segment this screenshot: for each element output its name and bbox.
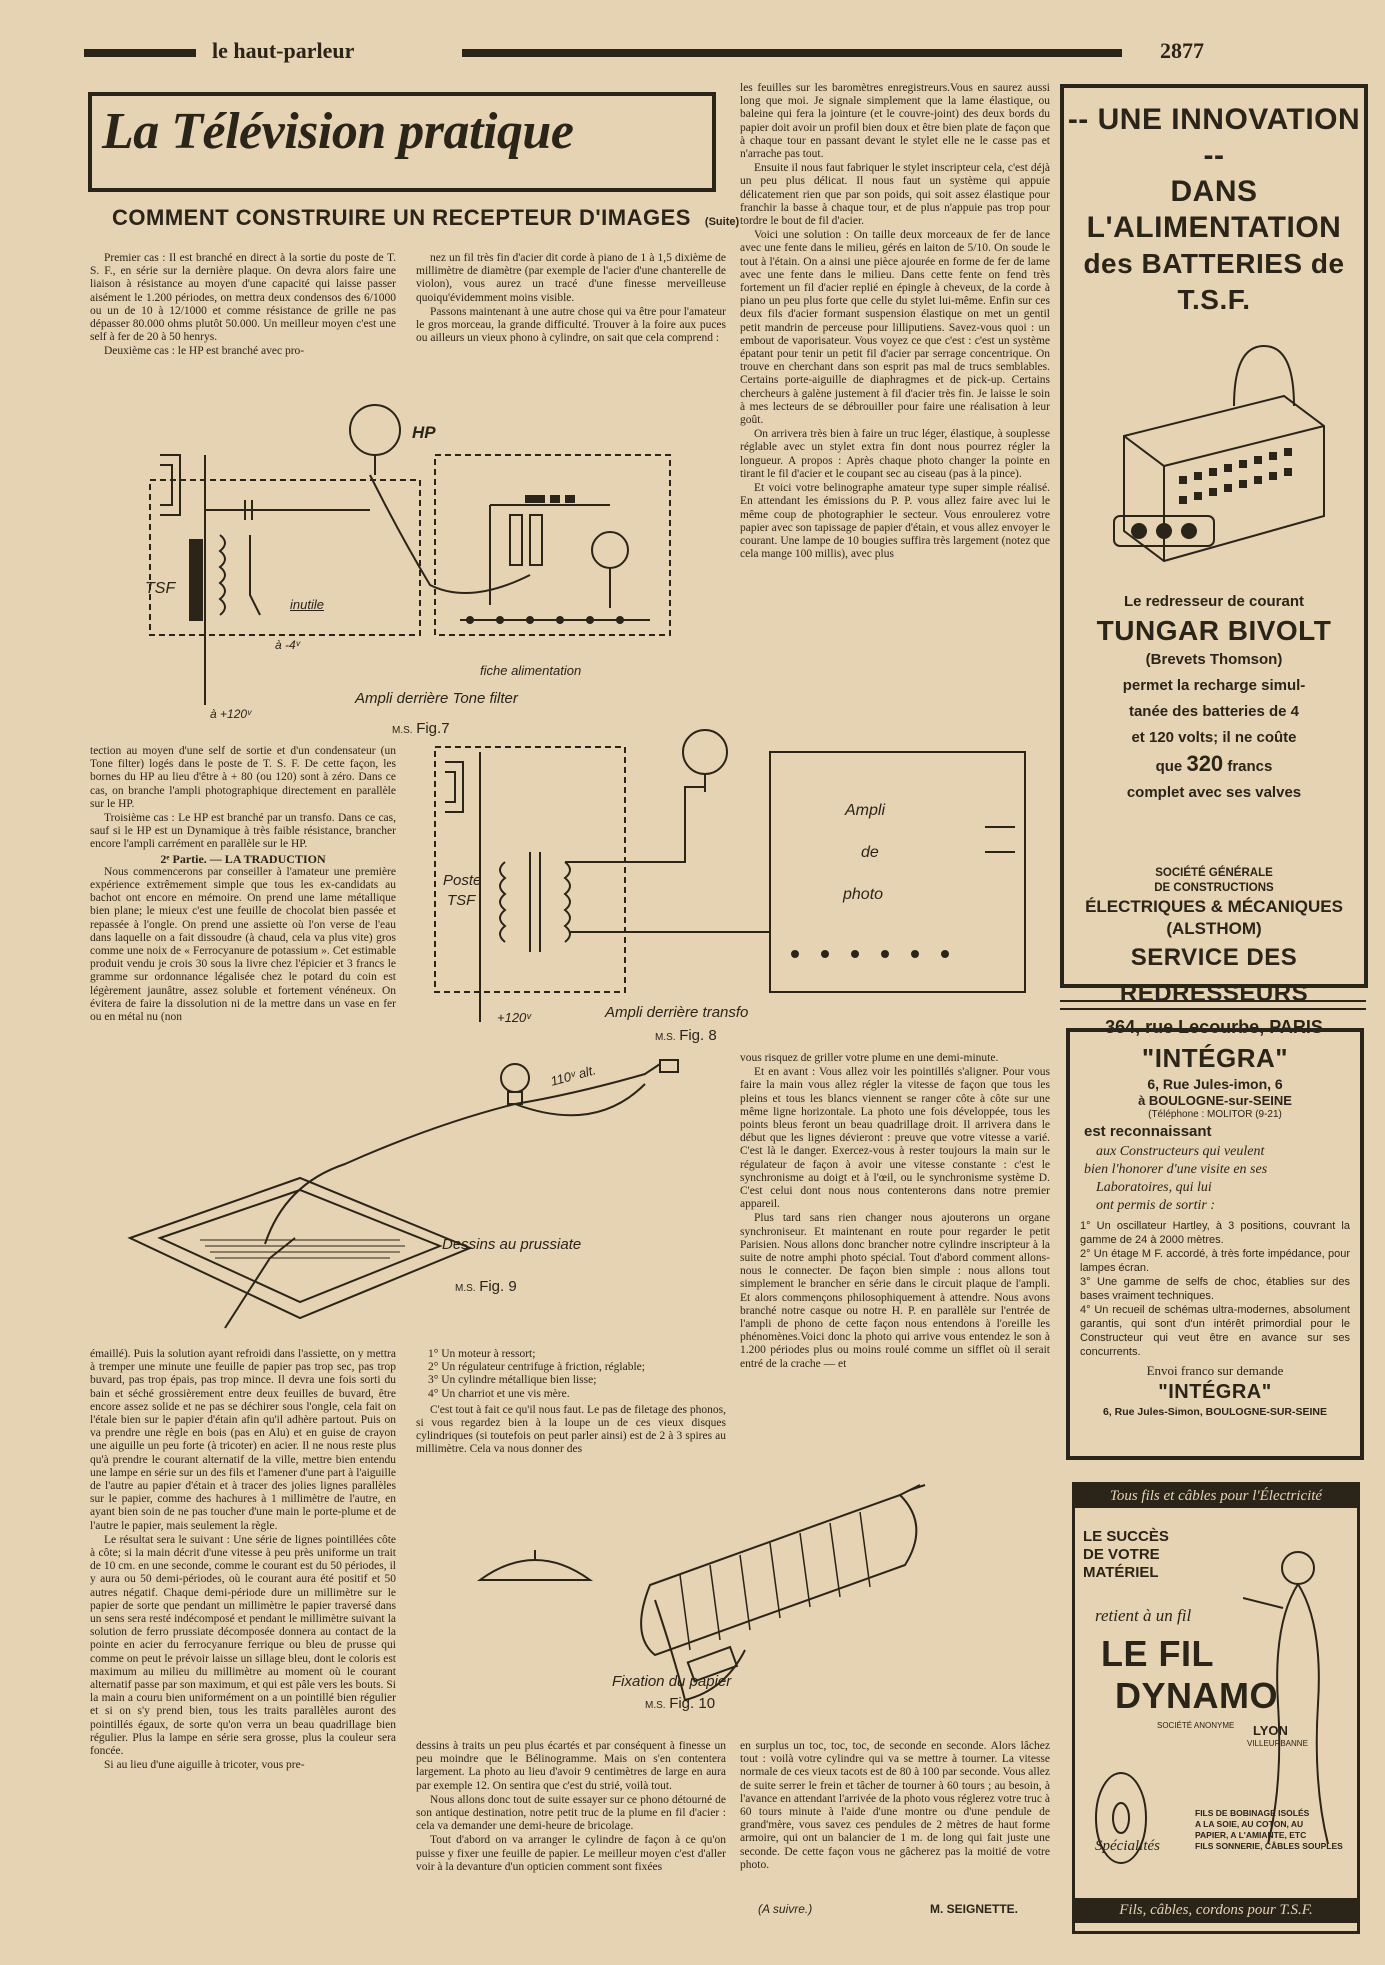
- fig7-inutile-label: inutile: [290, 597, 324, 612]
- a-suivre: (A suivre.): [758, 1902, 813, 1916]
- fig8-tsf-label: TSF: [447, 892, 476, 909]
- paragraph: Nous commencerons par conseiller à l'amateur une première expérience extrêmement simple que tous les ex-candidats au bachot ont encore en mémoire. On prend une lame métallique bien plane; le mieux c'est une feuille de chocolat bien passée et repassée à l'ongle. On prend une assiette où l'on verse de l'eau dans laquelle on a fait dissoudre (à chaud, cela va plus vite) gros comme une noix de « Ferrocyanure de potassium ». Cet estimable produit vendu je crois 30 sous la livre chez l'épicier et 3 francs le gramme sur ordonnance légalisée chez le potard du coin est légèrement jaunâtre, assez soluble et fortement vénéneux. On évitera de faire la dissolution ni de la mettre dans un vase en fer ou en métal nu (non: [90, 865, 396, 1024]
- paragraph: Deuxième cas : le HP est branché avec pro-: [104, 345, 305, 358]
- col2-mid-text: [416, 1348, 726, 1466]
- paragraph: Tout d'abord on va arranger le cylindre de façon à ce qu'on puisse y fixer une feuille de papier. Le meilleur moyen c'est d'aller voir à la devanture d'un opticien comment sont fixées: [416, 1834, 726, 1873]
- col1-mid-text: [90, 745, 396, 1085]
- ad-desc2: tanée des batteries de 4: [1128, 703, 1300, 720]
- page-number: 2877: [1160, 38, 1204, 63]
- paragraph: tection au moyen d'une self de sortie et d'un condensateur (un Tone filter) logés dans le poste de T. S. F. De cette façon, les bornes du HP au lieu d'être à + 80 (ou 120) sont à zéro. Dans ce cas, on branche l'ampli photographique directement en parallèle sur le HP.: [90, 745, 396, 810]
- integra-phone: (Téléphone : MOLITOR (9-21): [1148, 1109, 1282, 1120]
- figure-10-diagram: [470, 1475, 1000, 1715]
- fig9-caption: Dessins au prussiate: [442, 1236, 582, 1253]
- figure-8: [425, 722, 1045, 1052]
- fig10-fig: Fig. 10: [669, 1695, 716, 1712]
- paragraph: Premier cas : Il est branché en direct à la sortie du poste de T. S. F., en série sur la dernière plaque. On devra alors faire une liaison à résistance au moyen d'une capacité qui laisse passer aisément le 1.200 périodes, on mettra deux condensos des 6/1000 ou un de 10 à 12/1000 et comme résistance de grille ne pas dépasser 80.000 ohms plutôt 50.000. Un meilleur moyen c'est une self à fer de 20 à 50 henrys.: [90, 252, 396, 344]
- integra-item: 3° Une gamme de selfs de choc, établies sur des bases vraiment techniques.: [1080, 1276, 1350, 1302]
- fig10-ms: M.S.: [645, 1700, 666, 1711]
- dynamo-succes1: LE SUCCÈS: [1083, 1528, 1169, 1545]
- ad-price-pre: que: [1155, 758, 1183, 775]
- fig8-plus120-label: +120ᵛ: [497, 1010, 531, 1025]
- fig8-poste-label: Poste: [443, 872, 482, 889]
- ad-intro: Le redresseur de courant: [1123, 593, 1305, 610]
- col2-top-text: [416, 252, 726, 384]
- ad-line2: DANS L'ALIMENTATION: [1086, 175, 1342, 244]
- paragraph: Le résultat sera le suivant : Une série de lignes pointillées côte à côte; si la main décrit d'une vitesse à peu près uniforme un trait de 10 cm. en une seconde, comme le courant est du 50 périodes, il y aura ou 50 demi-périodes, où le courant aura été positif et 50 autres négatif. Chaque demi-période dure un millimètre sur le papier de sorte que pendant un millimètre le papier traversé dans un sens sera resté indécomposé et pendant le millimètre suivant la solution de ferro prussiate décomposée donnera au contact de la pointe en acier du ferrocyanure ferrique ou bleu de prusse qui comme on peut le prévoir laisse un sillage bleu, dont le coloris est maximum au milieu du millimètre au moment où le courant alternatif passe par son maximum, et qui est pâle vers les bouts. Si la main a couru bien uniformément on a un pointillé bien régulier et si on s'y prend bien, tous les traits parallèles auront des pointillés égaux, de sorte qu'on verra un beau quadrillage bien régulier. Plus la lampe en série sera grosse, plus la couleur sera foncée.: [90, 1533, 396, 1758]
- integra-italic3: Laboratoires, qui lui: [1096, 1180, 1212, 1195]
- integra-item: 2° Un étage M F. accordé, à très forte impédance, pour lampes écran.: [1080, 1248, 1350, 1274]
- fig10-caption: Fixation du papier: [612, 1673, 732, 1690]
- dynamo-brand1: LE FIL: [1101, 1633, 1214, 1674]
- ad-divider: [1060, 1000, 1366, 1010]
- fig8-fig: Fig. 8: [679, 1027, 717, 1044]
- figure-9: [120, 1058, 720, 1348]
- fig8-caption: Ampli derrière transfo: [605, 1004, 749, 1021]
- fig7-minus4-label: à -4ᵛ: [275, 638, 300, 652]
- fig9-ms: M.S.: [455, 1283, 476, 1294]
- article-title-box: [88, 92, 716, 192]
- ad-line3: des BATTERIES de T.S.F.: [1083, 248, 1345, 315]
- fig7-fig: Fig.7: [416, 720, 450, 737]
- ad-company1: SOCIÉTÉ GÉNÉRALE: [1155, 867, 1273, 879]
- dynamo-succes: [1083, 1528, 1169, 1582]
- header-rule-left: [84, 49, 196, 57]
- ad-company2: DE CONSTRUCTIONS: [1154, 882, 1274, 894]
- fig8-de-label: de: [861, 844, 879, 861]
- integra-addr2: à BOULOGNE-sur-SEINE: [1138, 1093, 1292, 1108]
- paragraph: Voici une solution : On taille deux morceaux de fer de lance avec une fente dans le milieu, gérés en laiton de 5/10. On soude le tout à l'étain. On a ainsi une pièce ajourée en forme de fer de lame avec une fente dans le milieu. Dans cette fente on fend très fortement un fil d'acier replié en épingle à cheveux, de la corde à piano un peu plus forte que celle du stylet lui-même. Enfin sur ces deux fils d'acier formant suspension élastique on met un gentil petit mandrin de perceuse pour lilliputiens. Savez-vous quoi : un embout de vaporisateur. Vous voyez ce que c'est : c'est un système épatant pour tenir un petit fil d'acier par serrage concentrique. On trouve en cherchant dans son esprit pas mal de trucs semblables. Certains porte-aiguille de diaphragmes et de pick-up. Certains chercheurs à galène justement à fil d'acier très fin. Je laisse le soin à mes lecteurs de se débrouiller pour faire une réalisation à leur goût.: [740, 229, 1050, 427]
- header-rule-right: [462, 49, 1122, 57]
- paragraph: Si au lieu d'une aiguille à tricoter, vous pre-: [104, 1759, 305, 1772]
- article-subtitle: COMMENT CONSTRUIRE UN RECEPTEUR D'IMAGES: [112, 205, 691, 230]
- integra-italic2: bien l'honorer d'une visite en ses: [1084, 1162, 1268, 1177]
- integra-italic1: aux Constructeurs qui veulent: [1096, 1144, 1265, 1159]
- woman-figure-icon: [1243, 1528, 1353, 1848]
- paragraph: vous risquez de griller votre plume en une demi-minute.: [740, 1052, 999, 1064]
- part2-heading: 2ᵉ Partie. — LA TRADUCTION: [160, 851, 326, 866]
- col1-top-text: [90, 252, 396, 384]
- dynamo-succes3: MATÉRIEL: [1083, 1564, 1159, 1581]
- paragraph: nez un fil très fin d'acier dit corde à piano de 1 à 1,5 dixième de millimètre de diamètre (par exemple de l'acier d'une chanterelle de violon), vous aurez un tracé d'une finesse merveilleuse quoiqu'évidemment moins visible.: [416, 252, 726, 304]
- integra-item: 1° Un oscillateur Hartley, à 3 positions, couvrant la gamme de 24 à 2000 mètres.: [1080, 1220, 1350, 1246]
- ad-price-row: [1064, 753, 1364, 778]
- dynamo-script: retient à un fil: [1095, 1606, 1192, 1625]
- suite-label: (Suite): [704, 216, 740, 228]
- ad-product: TUNGAR BIVOLT: [1096, 615, 1332, 646]
- fig8-number: [655, 1027, 717, 1044]
- dynamo-brand2: DYNAMO: [1115, 1675, 1278, 1716]
- ad-address: 364, rue Lecourbe, PARIS: [1105, 1017, 1323, 1037]
- fig9-number: [455, 1278, 517, 1295]
- paragraph: les feuilles sur les baromètres enregistreurs.Vous en saurez aussi long que moi. Je signale simplement que la lame élastique, ou baleine qui fera la jointure (et le couvre-joint) des deux bords du papier doit avoir un profil bien doux et être bien plate de façon que à chaque tour en passant devant le stylet elle ne le casse pas et n'arrache pas tout.: [740, 82, 1050, 161]
- fig7-hp-label: HP: [412, 423, 436, 442]
- article-subtitle-row: [112, 205, 739, 231]
- dynamo-city: LYON: [1253, 1723, 1288, 1738]
- integra-name: "INTÉGRA": [1141, 1043, 1289, 1073]
- list-item: 4° Un charriot et une vis mère.: [428, 1387, 570, 1400]
- dynamo-bottom: Fils, câbles, cordons pour T.S.F.: [1075, 1898, 1357, 1923]
- journal-name: le haut-parleur: [212, 38, 355, 63]
- figure-9-diagram: [120, 1058, 720, 1348]
- ad-alsthom: [1060, 84, 1368, 1037]
- dynamo-spec1: FILS DE BOBINAGE ISOLÉS: [1195, 1808, 1310, 1818]
- integra-est: est reconnaissant: [1084, 1123, 1212, 1140]
- ad-price-post: francs: [1227, 758, 1273, 775]
- cable-spool-icon: [1081, 1758, 1201, 1878]
- list-item: 3° Un cylindre métallique bien lisse;: [428, 1374, 597, 1387]
- integra-italic4: ont permis de sortir :: [1096, 1198, 1215, 1213]
- ad-company3: ÉLECTRIQUES & MÉCANIQUES: [1085, 897, 1343, 916]
- dynamo-city2: VILLEURBANNE: [1247, 1739, 1308, 1748]
- ad-desc4: complet avec ses valves: [1126, 784, 1302, 801]
- battery-charger-icon: [1084, 326, 1344, 576]
- paragraph: dessins à traits un peu plus écartés et par conséquent à finesse un peu moindre que le Bélinogramme. Mais on s'en contentera largement. La photo au lieu d'avoir 9 centimètres de large en aura par exemple 12. On sentira que c'est du strié, voilà tout.: [416, 1740, 726, 1792]
- ad-desc3: et 120 volts; il ne coûte: [1131, 729, 1297, 746]
- integra-addr3: 6, Rue Jules-Simon, BOULOGNE-SUR-SEINE: [1102, 1406, 1328, 1418]
- ad-integra: [1066, 1028, 1364, 1460]
- ad-brevets: (Brevets Thomson): [1145, 651, 1283, 668]
- fig8-photo-label: photo: [843, 886, 884, 903]
- dynamo-specialites: Spécialités: [1095, 1838, 1160, 1854]
- col3-top-text: [740, 82, 1050, 700]
- article-title: La Télévision pratique: [102, 103, 574, 160]
- figure-8-diagram: [425, 722, 1045, 1052]
- paragraph: émaillé). Puis la solution ayant refroidi dans l'assiette, on y mettra à tremper une minute une feuille de papier pas trop sec, pas trop buvard, pas trop épais, pas trop mince. Il devra une fois sorti du bain et séché grossièrement entre deux feuilles de buvard, être encore assez solide et ne pas se déchirer sous l'ongle, cela fait on l'étale bien sur le papier d'étain afin qu'il adhère partout. Puis on va prendre une règle en bois (pas en Alu) et en guise de crayon une aiguille un peu forte (à tricoter) en acier. Il ne nous reste plus qu'à prendre le courant alternatif de la ville, mettre bien entendu une lampe en série sur un des fils et l'amener d'une part à l'aiguille de l'autre au papier d'étain et à tracer des jolies lignes parallèles sur le papier, comme des hachures à 1 millimètre de l'autre, en ayant bien soin de ne pas toucher d'une main le porte-plume et de l'autre le papier, mais seulement la règle.: [90, 1348, 396, 1532]
- figure-10: [470, 1475, 1000, 1715]
- paragraph: Plus tard sans rien changer nous ajouterons un organe synchroniseur. Et maintenant en route pour regarder le petit Parisien. Nous allons donc brancher notre cylindre inscripteur à la suite de notre amphi photo spécial. Tout d'abord comment allons-nous le connecter. De façon bien simple : nous allons tout simplement le brancher en série dans le circuit plaque de l'ampli. Et alors commençons philosophiquement à attendre. Nous avons branché notre casque ou notre H. P. en parallèle sur l'entrée de l'ampli de phono de cette façon nous entendons à l'oreille les phénomènes.Voici donc la photo qui arrive vous entendez le son à 1.200 périodes plus ou moins roulé comme un sifflet où il serait entré de la crache — et: [740, 1212, 1050, 1370]
- paragraph: Ensuite il nous faut fabriquer le stylet inscripteur cela, c'est déjà un peu plus délicat. Il nous faut un système qui appuie délicatement rien que par son poids, qui soit assez élastique pour franchir la basse à chaque tour, et de plus n'appuie pas trop pour tordre le bout de fil d'acier.: [740, 162, 1050, 228]
- ad-service: SERVICE DES REDRESSEURS: [1119, 944, 1309, 1007]
- integra-addr1: 6, Rue Jules-imon, 6: [1147, 1076, 1283, 1092]
- paragraph: C'est tout à fait ce qu'il nous faut. Le pas de filetage des phonos, si vous regardez bien à la loupe un de ces vieux disques cylindriques (si toutefois on peut parler ainsi) est de 2 à 3 spires au millimètre. Cela va nous donner des: [416, 1403, 726, 1456]
- fig7-tsf-label: TSF: [145, 580, 176, 597]
- integra-envoi: Envoi franco sur demande: [1146, 1363, 1284, 1378]
- fig9-volts-label: 110ᵛ alt.: [548, 1062, 598, 1089]
- dynamo-societe: SOCIÉTÉ ANONYME: [1157, 1721, 1235, 1730]
- paragraph: Troisième cas : Le HP est branché par un transfo. Dans ce cas, sauf si le HP est un Dynamique à très faible résistance, brancher encore l'ampli carrément en parallèle sur le HP.: [90, 812, 396, 851]
- fig7-caption: Ampli derrière Tone filter: [355, 690, 518, 707]
- figure-7: [130, 385, 690, 725]
- fig7-fiche-label: fiche alimentation: [480, 663, 582, 678]
- paragraph: Et voici votre belinographe amateur type super simple réalisé. En attendant les émissions du P. P. vous allez faire avec lui le même coup de photographier le secteur. Vous enroulerez votre papier avec son tapissage de papier d'étain, et vous allez envoyer le courant. Une lampe de 10 bougies suffira très largement (notez que cela mange 100 millis), avec plus: [740, 482, 1050, 561]
- list-item: 2° Un régulateur centrifuge à friction, réglable;: [428, 1361, 645, 1374]
- list-item: 1° Un moteur à ressort;: [428, 1348, 536, 1360]
- paragraph: en surplus un toc, toc, toc, de seconde en seconde. Alors lâchez tout : voilà votre cylindre qui va se mettre à tourner. La vitesse normale de ces vieux tacots est de 80 à 100 par seconde. Vous allez de suite serrer le frein et tâcher de tourner à 60 tours ; au besoin, à l'avance en attendant l'arrivée de la photo vous réglerez votre truc à 60 tours minute à l'aide d'une montre ou d'une pendule de grand'mère, vous savez ces pendules de 2 mètres de haut forme armoire, qui ont un balancier de 1 m. de long qui fait juste une seconde. De cette façon vous ne gâcherez pas la moitié de votre photo.: [740, 1740, 1050, 1871]
- ad-price: 320: [1186, 751, 1224, 776]
- dynamo-spec2: A LA SOIE, AU COTON, AU: [1195, 1819, 1304, 1829]
- paragraph: Et en avant : Vous allez voir les pointillés s'aligner. Pour vous faire la main vous allez régler la vitesse de façon que tous les pleins et tous les blancs viennent se ranger côte à côte sur une même ligne horizontale. La photo une fois développée, tous les points bleus feront un beau quadrillage droit. Il arrivera dans le début que les lignes dévieront : preuve que votre vitesse a varié. C'est là le danger. Exercez-vous à rester toujours la main sur le régulateur de façon à avoir une vitesse constante : c'est le synchronisme au doigt et à l'œil, ou le synchronisme système D. C'est celui dont nous nous contenterons dans notre premier appareil.: [740, 1066, 1050, 1211]
- paragraph: Passons maintenant à une autre chose qui va être pour l'amateur le gros morceau, la grande difficulté. Trouver à la foire aux puces ou ailleurs un vieux phono à cylindre, on sait que cela comprend :: [416, 305, 726, 345]
- ad-line1: -- UNE INNOVATION --: [1067, 103, 1361, 172]
- fig9-fig: Fig. 9: [479, 1278, 517, 1295]
- integra-item: 4° Un recueil de schémas ultra-modernes, absolument garantis, qui sont d'un intérêt primordial pour le Constructeur qui veut être en avance sur ses concurrents.: [1080, 1304, 1350, 1358]
- col3-bot-text: [740, 1740, 1050, 1900]
- dynamo-succes2: DE VOTRE: [1083, 1546, 1160, 1563]
- paragraph: Nous allons donc tout de suite essayer sur ce phono détourné de son antique destination, notre petit truc de la plume en fil d'acier : cela va demander une demi-heure de bricolage.: [416, 1793, 726, 1833]
- paragraph: On arrivera très bien à faire un truc léger, élastique, à souplesse réglable avec un stylet extra fin dont nous pourrez régler la longueur. A propos : Après chaque photo changer la pointe en tirant le fil d'acier et le coupant sec au ciseau (pas à la pince).: [740, 428, 1050, 480]
- fig8-ampli-label: Ampli: [845, 802, 886, 819]
- col1-bot-text: [90, 1348, 396, 1894]
- fig7-ms: M.S.: [392, 725, 413, 736]
- dynamo-spec: [1195, 1808, 1345, 1852]
- ad-company4: (ALSTHOM): [1166, 919, 1262, 938]
- col2-bot-text: [416, 1740, 726, 1922]
- dynamo-spec4: FILS SONNERIE, CÂBLES SOUPLES: [1195, 1841, 1343, 1851]
- signature: M. SEIGNETTE.: [930, 1902, 1019, 1916]
- ad-dynamo: [1072, 1482, 1360, 1934]
- ad-desc1: permet la recharge simul-: [1122, 677, 1306, 694]
- col3-mid-text: [740, 1052, 1050, 1454]
- fig8-ms: M.S.: [655, 1032, 676, 1043]
- fig7-plus120-label: à +120ᵛ: [210, 707, 252, 721]
- figure-7-diagram: [130, 385, 690, 725]
- dynamo-spec3: PAPIER, A L'AMIANTE, ETC: [1195, 1830, 1307, 1840]
- integra-name2: "INTÉGRA": [1158, 1381, 1272, 1403]
- fig10-number: [645, 1695, 715, 1712]
- dynamo-top: Tous fils et câbles pour l'Électricité: [1075, 1485, 1357, 1508]
